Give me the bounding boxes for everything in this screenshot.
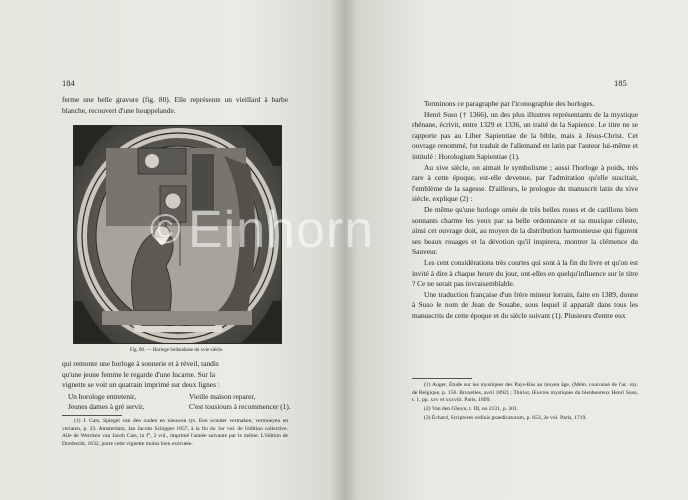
page-number: 184 (62, 78, 75, 88)
intro-text: ferme une belle gravure (fig. 80). Elle représente un vieillard à barbe blanche, recouvert d'une houppelande. (62, 95, 288, 115)
body-text: Terminons ce paragraphe par l'iconographie des horloges. Henri Suso († 1366), un des plus illustres représentants de la mystique rhénane, écrivit, entre 1329 et 1336, un traité de la Sapience. Le titre ne se rapporte pas au Liber Sapientiae de la bible, mais à Jésus-Christ. Cet ouvrage renommé, fut traduit de l'allemand en latin par l'auteur lui-même et intitulé : Horologium Sapientiae (1). Au xive siècle, on aimait le symbolisme ; aussi l'horloge à poids, très rare à cette époque, est-elle devenue, par l'admiration qu'elle suscitait, l'emblème de la sagesse. D'ailleurs, le prologue du manuscrit latin du xive siècle, explique (2) : De même qu'une horloge ornée de très belles roues et de carillons bien sonnants charme les yeux par sa belle ordonnance et sa musique céleste, ainsi cet ouvrage doit, au moyen de la distribution harmonieuse qui figurent ses beaux rouages et la dévotion qu'il inspirera, montrer la clémence du Sauveur. Les cent considérations très courtes qui sont à la fin du livre et qu'on est invité à dire à chaque heure du jour, ont-elles en quelqu'influence sur le titre ? Ce ne serait pas invraisemblable. Une traduction française d'un frère mineur lorrain, faite en 1389, donne à Suso le nom de Jean de Souabe, sous lequel il apparaît dans tous les manuscrits de cette époque et du siècle suivant (1). Plusieurs d'entre eux (412, 99, 638, 320)
page-number: 185 (614, 78, 627, 88)
footnotes: (1) Auger, Étude sur les mystiques des Pays-Bas au moyen âge, (Mém. couronné de l'ac. roy. de Belgique, p. 156. Bruxelles, avril 1892) ; Thiriot, Œuvres mystiques du bienheureux Henri Suso, t. 1, pp. xxv et xxxviii. Paris, 1899. (2) Van den Gheyn, t. III, no 2131, p. 301. (3) Échard, Scriptores ordinis praedicatorum, p. 653, 2e vol. Paris, 1719. (412, 382, 638, 421)
watermark: © Einhorn (150, 201, 375, 259)
copyright-icon: © (150, 205, 182, 252)
right-page (344, 0, 688, 500)
quatrain: Un horologe entretenir, Vieille maison reparer, Jeunes dames à gré servir, C'est tousiours à recommencer (1). (68, 392, 291, 412)
footnote-rule (412, 378, 472, 379)
footnote: (1) J. Cats, Spiegel van den ouden en nieuwen tyt. Een wonder vermaken, vermoeyen en verlaten, p. 23. Amsterdam, Jan Jacobs Schipper 1657, à la fin du 1er vol. de l'édition collective. Alle de Wercken van Jacob Cats, in f°, 2 vol., imprimé l'année suivante par le même. L'édition de Dordrecht, 1632, porte cette vignette moins bien exécutée. (62, 418, 288, 448)
footnote-rule (62, 415, 122, 416)
figure-caption: Fig. 80. — Horloge hollandaise du xvie siècle. (129, 348, 224, 353)
body-text: qui remonte une horloge à sonnerie et à réveil, tandis qu'une jeune femme le regarde d'une lucarne. Sur la vignette se voit un quatrain imprimé sur deux lignes : (62, 359, 220, 390)
